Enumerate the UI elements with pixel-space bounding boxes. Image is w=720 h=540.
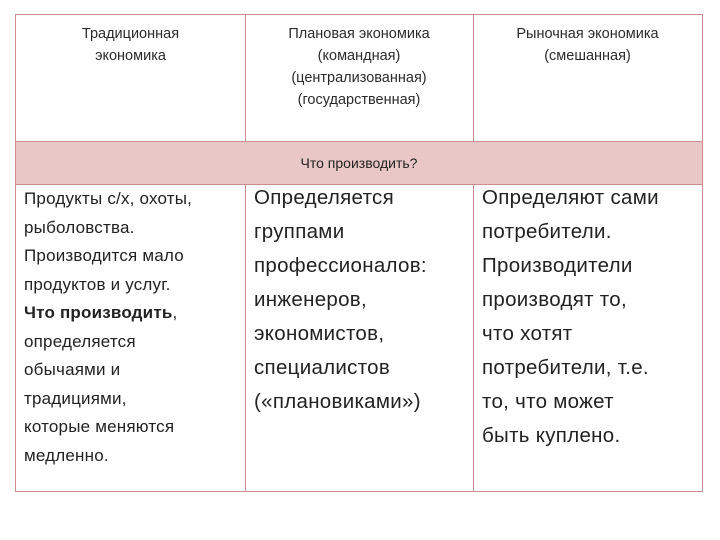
traditional-line-7: обычаями и (24, 360, 121, 379)
header-planned-line-4: (государственная) (297, 92, 421, 108)
planned-line-5: экономистов, (254, 322, 385, 345)
traditional-line-1: Продукты с/х, охоты, (24, 189, 193, 208)
traditional-emphasis-punct: , (172, 303, 178, 322)
market-line-4: производят то, (482, 288, 627, 311)
header-traditional (16, 23, 245, 67)
planned-line-3: профессионалов: (254, 254, 427, 277)
traditional-line-6: определяется (24, 331, 136, 351)
economy-comparison-table (15, 14, 703, 492)
market-line-1: Определяют сами (482, 186, 659, 209)
header-planned-line-1: Плановая экономика (288, 26, 430, 42)
market-description (482, 181, 702, 453)
question-text: Что производить? (300, 155, 418, 171)
traditional-line-4: продуктов и услуг. (24, 274, 171, 294)
planned-line-2: группами (254, 220, 345, 243)
planned-line-7: («плановиками») (254, 390, 421, 413)
traditional-line-2: рыболовства. (24, 217, 135, 237)
traditional-line-10: медленно. (24, 445, 109, 465)
traditional-line-8: традициями, (24, 388, 127, 408)
planned-line-6: специалистов (254, 356, 391, 379)
column-divider-3 (245, 185, 246, 491)
market-line-6: потребители, т.е. (482, 356, 649, 379)
header-planned-line-2: (командная) (317, 48, 401, 64)
header-traditional-line-1: Традиционная (81, 26, 180, 42)
header-planned (245, 23, 473, 111)
market-line-7: то, что может (482, 390, 614, 413)
traditional-line-9: которые меняются (24, 417, 175, 436)
traditional-description (24, 185, 244, 470)
market-line-8: быть куплено. (482, 424, 621, 447)
header-market (473, 23, 702, 67)
column-divider-4 (473, 185, 474, 491)
traditional-line-5 (24, 299, 244, 328)
traditional-emphasis: Что производить (24, 303, 173, 322)
planned-line-4: инженеров, (254, 288, 367, 311)
header-market-line-2: (смешанная) (544, 48, 631, 64)
question-band (16, 141, 702, 185)
planned-description (254, 181, 472, 419)
planned-line-1: Определяется (254, 186, 394, 209)
header-traditional-line-2: экономика (95, 48, 166, 64)
market-line-5: что хотят (482, 322, 573, 345)
traditional-line-3: Производится мало (24, 246, 184, 265)
header-market-line-1: Рыночная экономика (516, 26, 659, 42)
header-planned-line-3: (централизованная) (291, 70, 427, 86)
market-line-2: потребители. (482, 220, 612, 243)
market-line-3: Производители (482, 254, 633, 277)
